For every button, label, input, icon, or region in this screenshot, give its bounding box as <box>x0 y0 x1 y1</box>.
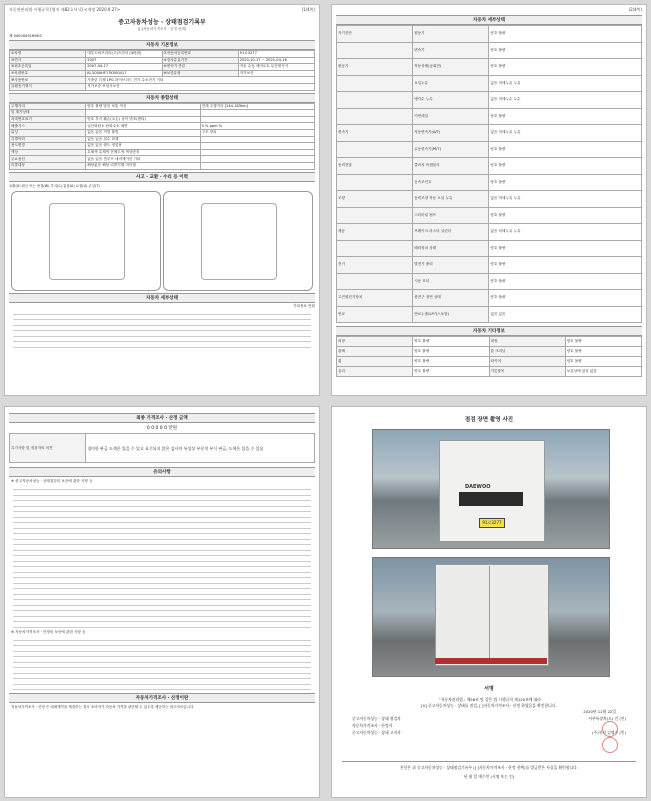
table-row <box>337 158 642 175</box>
cell <box>337 75 413 92</box>
text-line <box>13 536 311 540</box>
text-line <box>13 497 311 501</box>
cell <box>200 143 314 150</box>
cell <box>200 136 314 143</box>
text-line <box>13 607 311 611</box>
text-line <box>13 541 311 545</box>
cell: ⑥변속기 종류 <box>162 64 238 71</box>
cell: 양호 불량 <box>489 59 642 76</box>
table-row <box>337 306 642 323</box>
inspector-opinion: 경미한 판금 도색은 있을 수 있고 표기되지 않은 검사차 특성상 부분적 부식 판금, 도색은 있을 수 있음 <box>86 434 315 463</box>
text-line <box>13 508 311 512</box>
text-line <box>13 591 311 595</box>
table-row <box>337 257 642 274</box>
text-line <box>13 681 311 685</box>
text-line <box>13 653 311 657</box>
table-row <box>10 103 315 110</box>
car-body-shape <box>49 203 125 279</box>
cell: ④검사유효기간 <box>162 57 238 64</box>
text-line <box>13 574 311 578</box>
cell: 주요옵션 <box>10 156 86 163</box>
notice-body-lines <box>13 486 311 628</box>
car-diagram <box>9 189 315 293</box>
cell: 양호 불량 <box>565 357 641 367</box>
cell: ⑨사용연료 <box>10 77 86 84</box>
cell: 양호 불량 <box>489 257 642 274</box>
special-notes-label: 특기사항 및 점검자의 의견 <box>10 434 86 463</box>
cell: 클러치 어셈블리 <box>413 158 489 175</box>
cell: ②자동차등록번호 <box>162 51 238 58</box>
cell: 없음 있음 침수 화재 <box>86 136 200 143</box>
signer-name: 서부특장차(오) 건 (인) <box>588 716 626 721</box>
cell: 없음 있음 썬루프 네비게이션 기타 <box>86 156 200 163</box>
table-row <box>10 162 315 169</box>
cell: 충전구 절연 상태 <box>413 290 489 307</box>
table-row <box>337 273 642 290</box>
cell: 양호 불량 <box>489 158 642 175</box>
record-page-3 <box>4 406 320 798</box>
text-line <box>13 585 311 589</box>
cell: 2007 <box>86 57 162 64</box>
cell: 연료누출(LP가스포함) <box>413 306 489 323</box>
cell: 주행거리 <box>10 103 86 110</box>
text-line <box>13 580 311 584</box>
truck-cargo-box <box>435 564 549 666</box>
text-line <box>13 558 311 562</box>
receipt-confirmation: 본인은 위 중고자동차성능 · 상태점검기록부 ([ ]자동차가격조사 · 산정 선택)를 발급받은 사실을 확인합니다. <box>399 765 579 770</box>
car-frame-shape <box>201 203 277 279</box>
table-row <box>337 42 642 59</box>
signer-role: 자동차가격조사 · 산정자 <box>352 723 393 728</box>
cell: 보유상태 있음 없음 <box>565 367 641 377</box>
text-line <box>13 602 311 606</box>
cargo-door-seam <box>489 566 490 662</box>
cell: 양호 불량 <box>413 367 489 377</box>
cell: 없음 있음 적법 불법 <box>86 129 200 136</box>
cell: 구조 장치 <box>200 129 314 136</box>
cell: 원동기 <box>337 59 413 76</box>
table-row <box>337 59 642 76</box>
truck-brand: DAEWOO <box>465 484 491 490</box>
table-row <box>337 92 642 109</box>
cell: 양호 불량 <box>565 347 641 357</box>
cell <box>200 116 314 123</box>
cell: 변속기 <box>413 42 489 59</box>
license-plate: 91로3277 <box>479 518 505 528</box>
signature-date: 2020년 12월 22일 <box>583 709 616 714</box>
seal-stamp <box>602 721 618 737</box>
table-row <box>337 191 642 208</box>
cell: 시동 모터 <box>413 273 489 290</box>
cell: 양호 부식 훼손(오손) 상이 변조(변타) <box>86 116 200 123</box>
text-line <box>13 618 311 622</box>
basic-info-table <box>9 50 315 91</box>
section-final-price: 최종 가격조사 · 산정 금액 <box>9 413 315 423</box>
section-price-detail: 자동차 세부상태 <box>9 293 315 303</box>
cell: ⑦차대번호 <box>10 70 86 77</box>
page-number: (2/4쪽) <box>628 7 642 12</box>
text-line <box>13 486 311 490</box>
table-row <box>10 123 315 130</box>
text-line <box>13 492 311 496</box>
section-basic-info: 자동차 기본정보 <box>9 40 315 50</box>
cell: 양호 불량 <box>413 357 489 367</box>
text-line <box>13 686 311 690</box>
cell: 91로3277 <box>238 51 314 58</box>
cell <box>200 110 314 117</box>
notice-heading: ※ 중고자동차성능 · 상태점검의 보증에 관한 사항 등 <box>11 479 93 483</box>
form-reference: 자동차관리법 시행규칙 [별지 제82호서식] <개정 2020.9.27> <box>9 7 121 12</box>
cell: 가솔린 디젤 LPG 하이브리드 전기 수소전기 기타 <box>86 77 315 84</box>
text-line <box>13 648 311 652</box>
cell: 2007-04-17 <box>86 64 162 71</box>
other-info-table <box>336 336 642 377</box>
table-row <box>337 367 642 377</box>
text-line <box>13 596 311 600</box>
table-row <box>337 224 642 241</box>
cell: 용도변경 <box>10 143 86 150</box>
record-page-1 <box>4 4 320 396</box>
cell: 양호 불량 <box>489 174 642 191</box>
document-number: 제 04000091698호 <box>9 34 43 38</box>
cell <box>337 174 413 191</box>
cell: 작동상태(공회전) <box>413 59 489 76</box>
text-line <box>13 670 311 674</box>
record-page-2 <box>331 4 647 396</box>
page-number: (1/4쪽) <box>301 7 315 12</box>
table-row <box>337 290 642 307</box>
table-row <box>10 129 315 136</box>
table-row <box>337 26 642 43</box>
text-line <box>13 664 311 668</box>
truck-front-photo <box>372 429 610 549</box>
table-row <box>337 125 642 142</box>
law-text: 「자동차관리법」제58조 및 같은 법 시행규칙 제120조에 따라 <box>437 697 541 702</box>
table-row <box>10 149 315 156</box>
cell: 없음 미세누유 누유 <box>489 224 642 241</box>
price-definition-text: 자동차가격조사 · 산정 은 매매계약을 체결하는 경우 소비자가 자동차 가격을 판단할 수 있도록 제공하는 참고자료입니다. <box>11 705 195 709</box>
text-line <box>13 642 311 646</box>
cell: 스티어링 펌프 <box>413 207 489 224</box>
cell: 없음 있음 렌트 영업용 <box>86 143 200 150</box>
price-note: 기타정보 만원 <box>293 303 315 308</box>
table-row <box>337 141 642 158</box>
cell: ③연식 <box>10 57 86 64</box>
cell: 특별이력 <box>10 136 86 143</box>
cell: 배출가스 <box>10 123 86 130</box>
notice-heading-2: ※ 자동차가격조사 · 산정의 보증에 관한 사항 등 <box>11 629 86 634</box>
cell: 제동 <box>337 224 413 241</box>
table-row <box>10 143 315 150</box>
table-row <box>337 347 642 357</box>
car-outline-frame <box>163 191 313 291</box>
cell: 자가보증 보험사보증 <box>86 83 315 90</box>
cell: 튜닝 <box>10 129 86 136</box>
cell: 자기진단 <box>337 26 413 43</box>
cell: 없음 미세누유 누유 <box>489 75 642 92</box>
cell: 리콜대상 <box>10 162 86 169</box>
cell: 대우트럭프리마(고)프리마 (4바퀴) <box>86 51 162 58</box>
cell: 없음 미세누수 누수 <box>489 92 642 109</box>
section-price-definition: 자동차가격조사 · 산정이란 <box>9 693 315 703</box>
cell <box>337 273 413 290</box>
signer-name: (주)천지 김명수 (인) <box>591 730 626 735</box>
table-row <box>10 156 315 163</box>
text-line <box>13 519 311 523</box>
cell: 자동변속기(A/T) <box>413 125 489 142</box>
cell <box>337 240 413 257</box>
cell: ⑧보증유형 <box>162 70 238 77</box>
cell: 없음 미세누유 누유 <box>489 125 642 142</box>
law-text-2: [V] 중고자동차성능 · 상태를 점검, [ ]자동차가격조사 · 산정 하였음을 확인합니다. <box>421 703 557 708</box>
cell: 양호 불량 <box>489 141 642 158</box>
cell: 없음 미세누유 누유 <box>489 191 642 208</box>
table-row <box>337 240 642 257</box>
cell: 양호 불량 <box>489 26 642 43</box>
text-line <box>13 569 311 573</box>
cell: 유리 <box>337 367 413 377</box>
cell: 양호 불량 <box>413 337 489 347</box>
cell: 2020-10-17 ~ 2021-04-16 <box>238 57 314 64</box>
cell: 양호 불량 <box>489 290 642 307</box>
cell: 수동변속기(M/T) <box>413 141 489 158</box>
cell: 원동기 <box>413 26 489 43</box>
text-line <box>13 659 311 663</box>
cell: 내장 <box>489 337 565 347</box>
cell <box>337 92 413 109</box>
cell: 양호 불량 <box>489 273 642 290</box>
cell <box>86 110 200 117</box>
cell: 발전기 출력 <box>413 257 489 274</box>
cell: 자동 수동 세미오토 무단변속기 <box>238 64 314 71</box>
notice-body-lines-2 <box>13 637 311 691</box>
cell: 일산화탄소 탄화수소 매연 <box>86 123 200 130</box>
cell <box>200 162 314 169</box>
photo-section-title: 점검 장면 촬영 사진 <box>464 417 514 423</box>
notes-lines <box>13 311 311 348</box>
table-row <box>10 116 315 123</box>
table-row <box>337 207 642 224</box>
damage-legend: 교환(X) 판금 또는 용접(W) 부식(C) 흠집(A) 요철(U) 손상(T) <box>9 183 100 188</box>
signer-1 <box>352 716 626 722</box>
receipt-date-line: 년 월 일 매수인 (서명 또는 인) <box>463 774 515 779</box>
table-row <box>337 174 642 191</box>
signer-3 <box>352 730 626 736</box>
cell <box>337 108 413 125</box>
section-overall-status: 자동차 종합상태 <box>9 93 315 103</box>
text-line <box>13 637 311 641</box>
cell: 브레이크 마스터 실린더 <box>413 224 489 241</box>
cell: 커먼레일 <box>413 108 489 125</box>
cell: 광택 <box>337 347 413 357</box>
cell: 조향 <box>337 191 413 208</box>
text-line <box>13 624 311 628</box>
cell: 양호 불량 <box>489 207 642 224</box>
cell: 자가보증 <box>238 70 314 77</box>
cell: 양호 불량 <box>489 108 642 125</box>
cell: 룸 크리닝 <box>489 347 565 357</box>
cell <box>337 42 413 59</box>
cell: ⑪원동기형식 <box>10 83 86 90</box>
signer-2 <box>352 723 626 729</box>
cell: ①차명 <box>10 51 86 58</box>
text-line <box>13 547 311 551</box>
cell: 전기 <box>337 257 413 274</box>
cell: 양호 불량 <box>413 347 489 357</box>
cell: 기본품목 <box>489 367 565 377</box>
text-line <box>13 525 311 529</box>
cell: 색상 <box>10 149 86 156</box>
cell: KL3C6AHF17K000417 <box>86 70 162 77</box>
final-price-value: 0 0 0 0 0 만원 <box>146 426 178 431</box>
section-detail-status: 자동차 세부상태 <box>336 15 642 25</box>
cell: 현재 주행거리 [144,183km] <box>200 103 314 110</box>
table-row <box>337 337 642 347</box>
cell: 양호 불량 <box>489 240 642 257</box>
section-notice: 유의사항 <box>9 467 315 477</box>
cell <box>337 207 413 224</box>
document-title: 중고자동차성능 · 상태점검기록부 <box>118 19 206 26</box>
cell: 동력조향 작동 오일 누유 <box>413 191 489 208</box>
cell: 배력장치 상태 <box>413 240 489 257</box>
cell: 휠 <box>337 357 413 367</box>
cell: 고전원전기장치 <box>337 290 413 307</box>
text-line <box>13 613 311 617</box>
rear-bumper <box>435 658 547 664</box>
cell: 차대번호표기 <box>10 116 86 123</box>
cell <box>200 156 314 163</box>
section-other-info: 자동차 기타정보 <box>336 326 642 336</box>
signature-title: 서명 <box>484 686 494 692</box>
cell: 타이어 <box>489 357 565 367</box>
cell: 오일누유 <box>413 75 489 92</box>
cell: 및 계기상태 <box>10 110 86 117</box>
text-line <box>13 503 311 507</box>
document-subtitle: ([ ]자동차가격조사 · 산정 선택) <box>137 27 187 31</box>
cell: 연료 <box>337 306 413 323</box>
table-row <box>10 110 315 117</box>
cell: 등속조인트 <box>413 174 489 191</box>
cell: 양호 불량 많음 보통 적음 <box>86 103 200 110</box>
signer-role: 중고자동차성능 · 상태 고지자 <box>352 730 401 735</box>
section-accident-history: 사고 · 교환 · 수리 등 이력 <box>9 172 315 182</box>
cell: 없음 있음 <box>489 306 642 323</box>
text-line <box>13 563 311 567</box>
detail-table <box>336 25 642 323</box>
text-line <box>13 530 311 534</box>
cell: 무채색 유채색 전체도색 색상변경 <box>86 149 200 156</box>
cell: 0 % ppm % <box>200 123 314 130</box>
table-row <box>337 75 642 92</box>
text-line <box>13 552 311 556</box>
cell: 외장 <box>337 337 413 347</box>
table-row <box>337 357 642 367</box>
text-line <box>13 675 311 679</box>
cell: ⑤최초등록일 <box>10 64 86 71</box>
cell <box>337 141 413 158</box>
car-outline-exterior <box>11 191 161 291</box>
record-page-4 <box>331 406 647 798</box>
table-row <box>337 108 642 125</box>
cell: 냉각수 누수 <box>413 92 489 109</box>
table-row <box>10 136 315 143</box>
cell: 해당없음 해당 리콜이행 미이행 <box>86 162 200 169</box>
special-notes-table <box>9 433 315 463</box>
truck-rear-photo <box>372 557 610 677</box>
seal-stamp <box>602 737 618 753</box>
cell: 양호 불량 <box>565 337 641 347</box>
status-table <box>9 103 315 170</box>
cell: 동력전달 <box>337 158 413 175</box>
signer-role: 중고자동차성능 · 상태 점검자 <box>352 716 401 721</box>
truck-grille <box>459 492 523 506</box>
cell <box>200 149 314 156</box>
cell: 변속기 <box>337 125 413 142</box>
cell: 양호 불량 <box>489 42 642 59</box>
text-line <box>13 514 311 518</box>
